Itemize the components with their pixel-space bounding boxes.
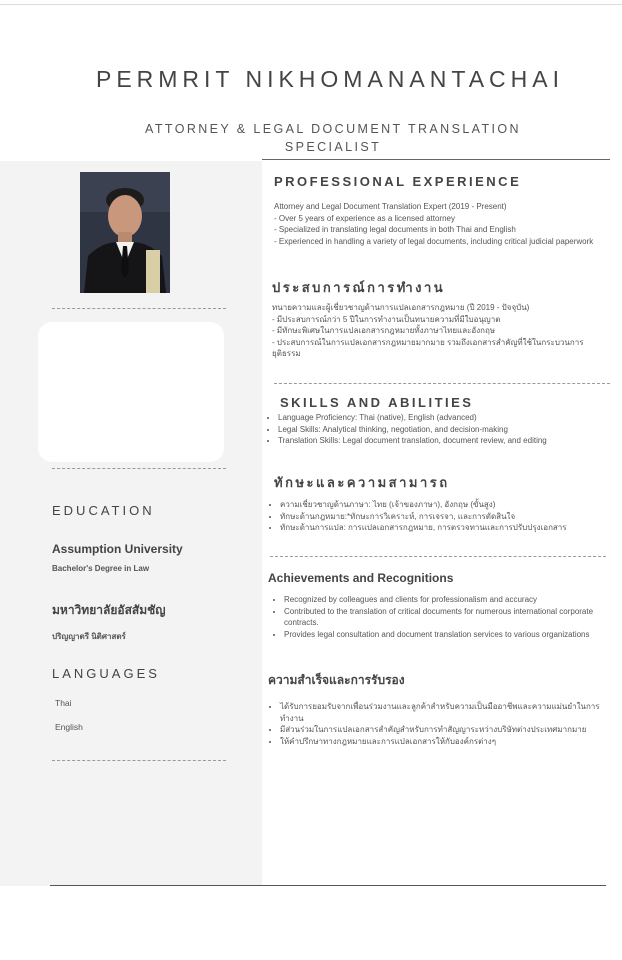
experience-th-text bbox=[272, 302, 602, 360]
section-divider bbox=[270, 556, 606, 557]
experience-th-line: ทนายความและผู้เชี่ยวชาญด้านการแปลเอกสารกฎหมาย (ปี 2019 - ปัจจุบัน) bbox=[272, 303, 530, 312]
sidebar-divider bbox=[52, 308, 226, 309]
footer-divider bbox=[50, 885, 606, 886]
achievement-item: • Contributed to the translation of critical documents for numerous international corporate contracts. bbox=[284, 606, 610, 629]
contact-card bbox=[38, 322, 224, 462]
skill-th-item: • ทักษะด้านกฎหมาย:*ทักษะการวิเคราะห์, การเจรจา, และการตัดสินใจ bbox=[280, 511, 616, 523]
skills-list bbox=[268, 412, 614, 447]
header-divider bbox=[262, 159, 610, 160]
achievements-list bbox=[274, 594, 610, 640]
skill-item: • Language Proficiency: Thai (native), English (advanced) bbox=[278, 412, 614, 424]
experience-line: - Experienced in handling a variety of legal documents, including critical judicial paperwork bbox=[274, 236, 594, 246]
experience-th-line: - มีทักษะพิเศษในการแปลเอกสารกฎหมายทั้งภาษาไทยและอังกฤษ bbox=[272, 326, 496, 335]
language-item: English bbox=[55, 722, 83, 732]
profile-photo bbox=[80, 172, 170, 293]
experience-text bbox=[274, 201, 604, 247]
skill-item: • Legal Skills: Analytical thinking, negotiation, and decision-making bbox=[278, 424, 614, 436]
degree: Bachelor's Degree in Law bbox=[52, 564, 150, 573]
degree: ปริญญาตรี นิติศาสตร์ bbox=[52, 632, 126, 641]
skill-item: • Translation Skills: Legal document translation, document review, and editing bbox=[278, 435, 614, 447]
school-name: Assumption University bbox=[52, 542, 183, 556]
skills-heading: SKILLS AND ABILITIES bbox=[280, 395, 474, 410]
experience-th-line: - มีประสบการณ์กว่า 5 ปีในการทำงานเป็นทนายความที่มีใบอนุญาต bbox=[272, 314, 501, 324]
achievement-th-item: • ได้รับการยอมรับจากเพื่อนร่วมงานและลูกค้าสำหรับความเป็นมืออาชีพและความแม่นยำในการทำงาน bbox=[280, 701, 610, 724]
experience-line: - Specialized in translating legal documents in both Thai and English bbox=[274, 225, 516, 234]
achievement-item: • Provides legal consultation and document translation services to various organizations bbox=[284, 629, 610, 641]
top-divider bbox=[0, 4, 622, 5]
candidate-name: PERMRIT NIKHOMANANTACHAI bbox=[95, 66, 564, 92]
languages-heading: LANGUAGES bbox=[52, 666, 160, 681]
skill-th-item: • ทักษะด้านการแปล: การแปลเอกสารกฎหมาย, การตรวจทานและการปรับปรุงเอกสาร bbox=[280, 522, 616, 534]
achievements-th-list bbox=[270, 701, 610, 747]
achievements-th-heading: ความสำเร็จและการรับรอง bbox=[268, 673, 405, 687]
section-divider bbox=[274, 383, 610, 384]
experience-heading: PROFESSIONAL EXPERIENCE bbox=[274, 174, 522, 189]
experience-th-heading: ประสบการณ์การทำงาน bbox=[272, 281, 446, 296]
skills-th-list bbox=[270, 499, 616, 534]
skills-th-heading: ทักษะและความสามารถ bbox=[274, 476, 450, 491]
skill-th-item: • ความเชี่ยวชาญด้านภาษา: ไทย (เจ้าของภาษา), อังกฤษ (ขั้นสูง) bbox=[280, 499, 616, 511]
sidebar-divider bbox=[52, 760, 226, 761]
achievement-item: • Recognized by colleagues and clients for professionalism and accuracy bbox=[284, 594, 610, 606]
education-heading: EDUCATION bbox=[52, 503, 155, 518]
experience-line: Attorney and Legal Document Translation Expert (2019 - Present) bbox=[274, 202, 507, 211]
achievements-heading: Achievements and Recognitions bbox=[268, 571, 454, 585]
achievement-th-item: • มีส่วนร่วมในการแปลเอกสารสำคัญสำหรับการทำสัญญาระหว่างบริษัทต่างประเทศมากมาย bbox=[280, 724, 610, 736]
experience-line: - Over 5 years of experience as a licensed attorney bbox=[274, 213, 455, 223]
experience-th-line: - ประสบการณ์ในการแปลเอกสารกฎหมายมากมาย รวมถึงเอกสารสำคัญที่ใช้ในกระบวนการยุติธรรม bbox=[272, 337, 584, 358]
sidebar-divider bbox=[52, 468, 226, 469]
achievement-th-item: • ให้คำปรึกษาทางกฎหมายและการแปลเอกสารให้กับองค์กรต่างๆ bbox=[280, 736, 610, 748]
language-item: Thai bbox=[55, 698, 72, 708]
job-title: ATTORNEY & LEGAL DOCUMENT TRANSLATION SPECIALIST bbox=[145, 122, 521, 154]
school-name: มหาวิทยาลัยอัสสัมชัญ bbox=[52, 603, 166, 617]
